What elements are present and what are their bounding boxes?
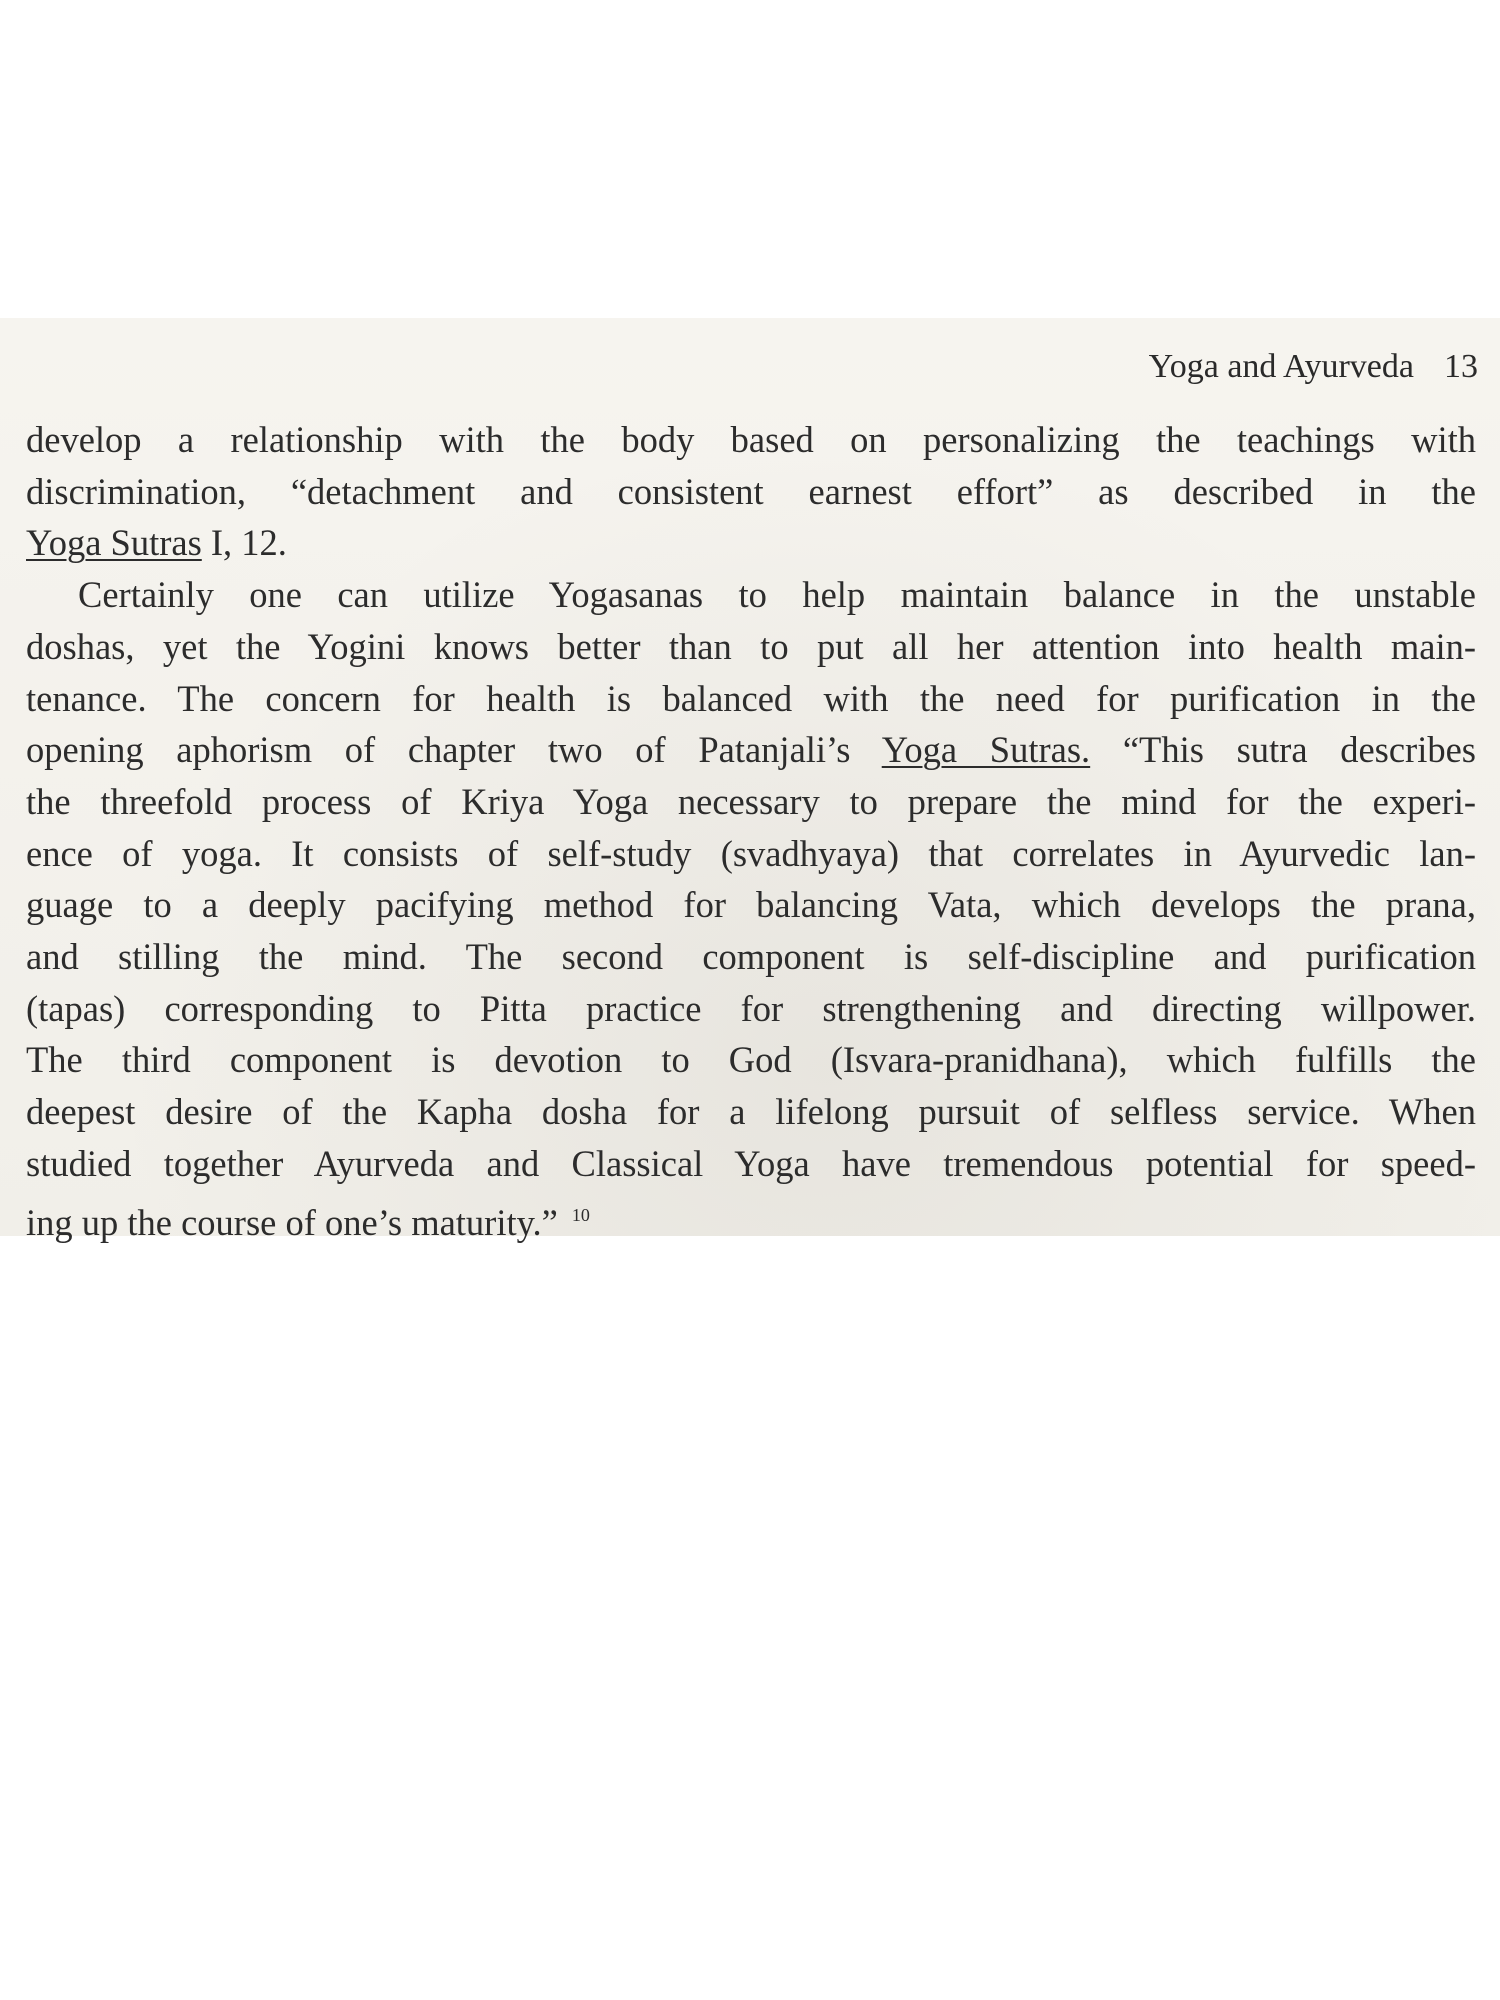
line-text: “This sutra describes	[1090, 729, 1476, 771]
running-title: Yoga and Ayurveda	[1148, 348, 1414, 385]
paragraph-2-line	[26, 724, 1476, 776]
paragraph-2-line: doshas, yet the Yogini knows better than to put all her attention into health main-	[26, 625, 1476, 667]
paragraph-2-line: deepest desire of the Kapha dosha for a lifelong pursuit of selfless service. When	[26, 1091, 1476, 1133]
paragraph-2-line	[26, 1190, 1476, 1249]
paragraph-2-line: guage to a deeply pacifying method for balancing Vata, which develops the prana,	[26, 884, 1476, 926]
footnote-marker: 10	[571, 1204, 590, 1225]
paragraph-2-line: Certainly one can utilize Yogasanas to help maintain balance in the unstable	[78, 574, 1476, 616]
paragraph-2-line: tenance. The concern for health is balanced with the need for purification in the	[26, 677, 1476, 719]
running-header	[1149, 348, 1478, 386]
line-text: opening aphorism of chapter two of Patanjali’s	[26, 729, 882, 771]
page-body	[26, 414, 1476, 1248]
paragraph-2-line: the threefold process of Kriya Yoga necessary to prepare the mind for the experi-	[26, 780, 1476, 822]
line-text: ing up the course of one’s maturity.”	[26, 1201, 558, 1243]
citation-text: I, 12.	[201, 522, 287, 564]
paragraph-2-line: (tapas) corresponding to Pitta practice for strengthening and directing willpower.	[26, 987, 1476, 1029]
paragraph-2-line: and stilling the mind. The second component is self-discipline and purification	[26, 936, 1476, 978]
paragraph-2-line: ence of yoga. It consists of self-study (svadhyaya) that correlates in Ayurvedic lan-	[26, 832, 1476, 874]
page-number: 13	[1444, 348, 1478, 385]
paragraph-1-line: develop a relationship with the body based on personalizing the teachings with	[26, 419, 1476, 460]
paragraph-1-line	[26, 517, 1476, 569]
paragraph-2-line: The third component is devotion to God (Isvara-pranidhana), which fulfills the	[26, 1039, 1476, 1081]
paragraph-1-line: discrimination, “detachment and consistent earnest effort” as described in the	[26, 470, 1476, 512]
book-title-underlined: Yoga Sutras	[26, 522, 202, 564]
paragraph-2-line: studied together Ayurveda and Classical Yoga have tremendous potential for speed-	[26, 1142, 1476, 1184]
book-title-underlined: Yoga Sutras.	[881, 729, 1091, 771]
